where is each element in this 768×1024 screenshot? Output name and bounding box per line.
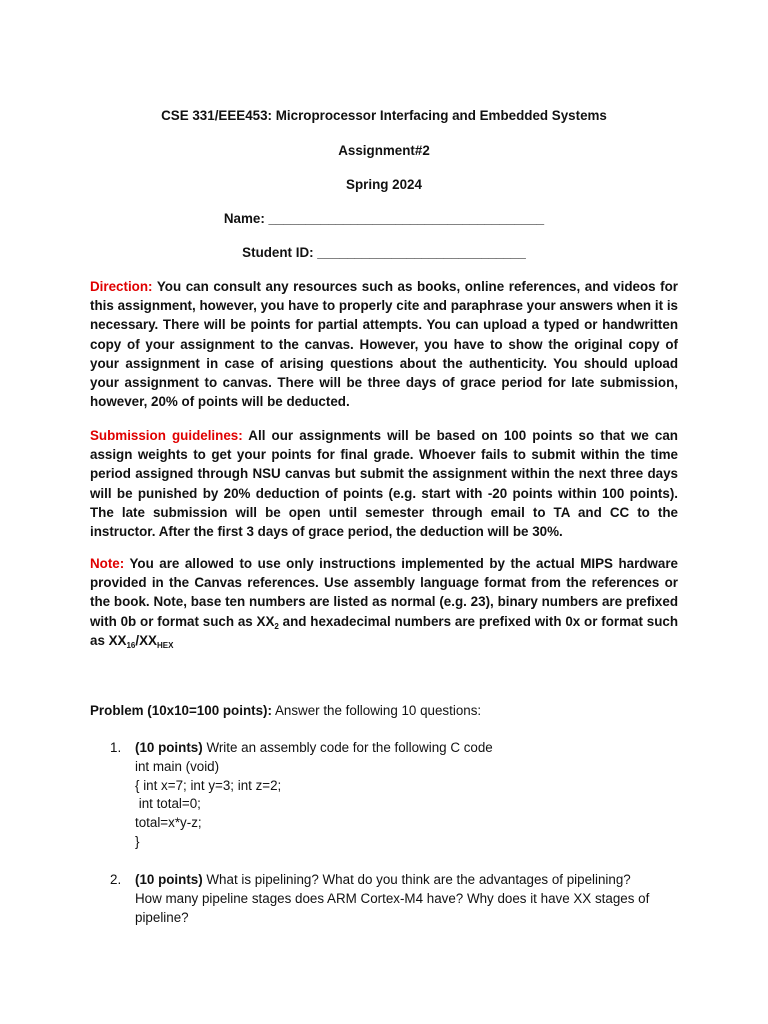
question-2-points: (10 points) [135,872,203,887]
question-1-line [135,739,680,758]
question-2-prompt: What is pipelining? What do you think are the advantages of pipelining? [202,872,631,887]
direction-paragraph [90,277,678,411]
note-label: Note: [90,556,125,571]
problem-heading-bold: Problem (10x10=100 points): [90,703,272,718]
code-line: int total=0; [135,796,201,812]
hex-subscript-hex: HEX [156,640,174,650]
question-1-number: 1. [110,740,122,755]
binary-subscript: 2 [274,621,279,631]
question-1-points: (10 points) [135,740,203,755]
question-1-prompt: Write an assembly code for the following C code [206,740,493,755]
student-id-field: Student ID: ____________________________ [242,245,526,260]
code-line: total=x*y-z; [135,815,202,831]
code-line: int main (void) [135,758,220,774]
problem-heading [90,702,481,720]
assignment-title: Assignment#2 [338,143,430,158]
question-2-line: How many pipeline stages does ARM Cortex-M4 have? Why does it have XX stages of [135,890,650,906]
note-paragraph [90,554,678,650]
question-2 [135,871,680,927]
code-line: { int x=7; int y=3; int z=2; [135,777,282,793]
note-text-1: You are allowed to use only instructions implemented by the actual MIPS hardware provided in the Canvas references. Use assembly language format from the references or the book. Note, base ten numbers are listed as normal (e.g. 23), binary numbers are prefixed with 0b or format such as XX [90,556,678,629]
question-2-number: 2. [110,872,122,887]
code-line: } [135,833,140,849]
note-text-3: /XX [135,632,157,648]
hex-subscript-16: 16 [126,640,136,650]
question-2-line: pipeline? [135,909,189,925]
question-1 [135,739,680,852]
term-label: Spring 2024 [346,177,422,192]
note-text-2: and hexadecimal numbers are prefixed with 0x or format such as XX [90,613,678,648]
problem-heading-rest: Answer the following 10 questions: [271,703,482,718]
direction-text: You can consult any resources such as books, online references, and videos for this assignment, however, you have to properly cite and paraphrase your answers when it is necessary. There will be points for partial attempts. You can upload a typed or handwritten copy of your assignment to the canvas. However, you have to show the original copy of your assignment in case of arising questions about the authenticity. You should upload your assignment to canvas. There will be three days of grace period for late submission, however, 20% of points will be deducted. [90,279,678,410]
course-title: CSE 331/EEE453: Microprocessor Interfacing and Embedded Systems [161,108,607,123]
name-field: Name: _____________________________________ [223,211,545,226]
question-2-line [135,871,680,890]
submission-paragraph [90,426,678,541]
submission-label: Submission guidelines: [90,428,243,443]
submission-text: All our assignments will be based on 100 points so that we can assign weights to get your points for final grade. Whoever fails to submit within the time period assigned through NSU canvas but submit the assignment within the next three days will be punished by 20% deduction of points (e.g. start with -20 points within 100 points). The late submission will be open until semester through email to TA and CC to the instructor. After the first 3 days of grace period, the deduction will be 30%. [90,428,678,540]
direction-label: Direction: [90,279,153,294]
